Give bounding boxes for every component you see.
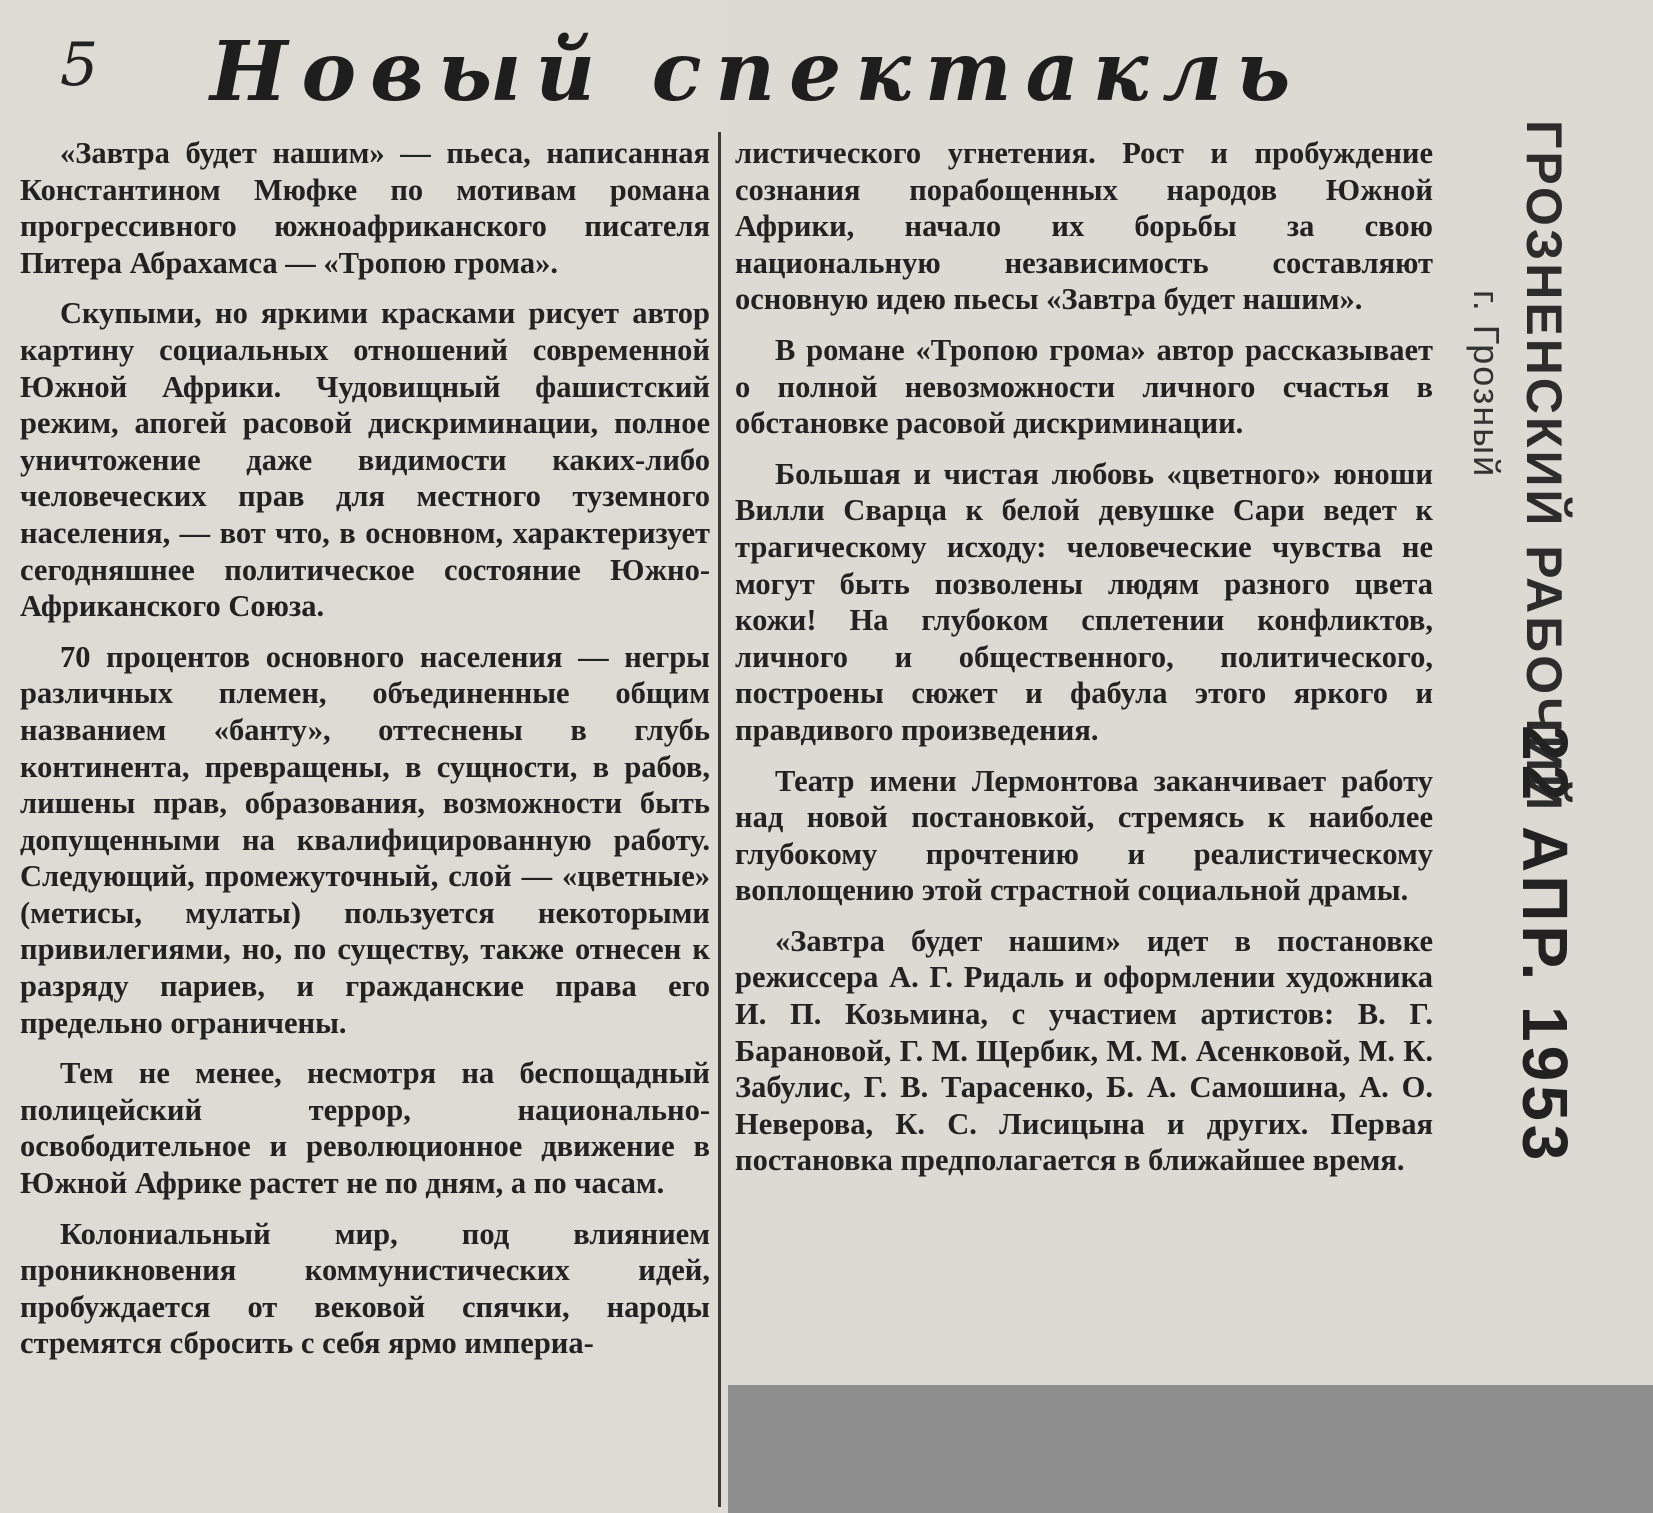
paragraph: Большая и чистая любовь «цветного» юноши Вилли Сварца к белой девушке Сари ведет к трагическому исходу: человеческие чувства не могут быть позволены людям разного цвета кожи! На глубоком сплетении конфликтов, личного и общественного, политического, построены сюжет и фабула этого яркого и правдивого произведения. [735,456,1433,747]
handwritten-page-mark: 5 [60,30,99,100]
paragraph: Тем не менее, несмотря на беспощадный полицейский террор, национально-освободительное и революционное движение в Южной Африке растет не по дням, а по часам. [20,1056,710,1201]
column-divider [718,132,721,1507]
article-headline [60,22,1305,122]
headline-text: Новый спектакль [210,24,1305,120]
paragraph: Колониальный мир, под влиянием проникновения коммунистических идей, пробуждается от вековой спячки, народы стремятся сбросить с себя ярмо империа- [20,1216,710,1361]
paragraph: 70 процентов основного населения — негры различных племен, объединенные общим названием «банту», оттеснены в глубь континента, превращены, в сущности, в рабов, лишены прав, образования, возможности быть допущенными на квалифицированную работу. Следующий, промежуточный, слой — «цветные» (метисы, мулаты) пользуется некоторыми привилегиями, но, по существу, также отнесен к разряду париев, и гражданские права его предельно ограничены. [20,639,710,1040]
paragraph: В романе «Тропою грома» автор рассказывает о полной невозможности личного счастья в обстановке расовой дискриминации. [735,332,1433,441]
paragraph: Театр имени Лермонтова заканчивает работу над новой постановкой, стремясь к наиболее глубокому прочтению и реалистическому воплощению этой страстной социальной драмы. [735,763,1433,908]
paragraph: Скупыми, но яркими красками рисует автор картину социальных отношений современной Южной Африки. Чудовищный фашистский режим, апогей расовой дискриминации, полное уничтожение даже видимости каких-либо человеческих прав для местного туземного населения, — вот что, в основном, характеризует сегодняшнее политическое состояние Южно-Африканского Союза. [20,296,710,624]
article-column-left [20,135,710,1362]
paragraph: листического угнетения. Рост и пробуждение сознания порабощенных народов Южной Африки, начало их борьбы за свою национальную независимость составляют основную идею пьесы «Завтра будет нашим». [735,136,1433,317]
newspaper-masthead: ГРОЗНЕНСКИЙ РАБОЧИЙ [1516,120,1572,814]
paragraph: «Завтра будет нашим» — пьеса, написанная Константином Мюфке по мотивам романа прогрессивного южноафриканского писателя Питера Абрахамса — «Тропою грома». [20,136,710,280]
mount-background [728,1385,1653,1513]
paragraph: «Завтра будет нашим» идет в постановке режиссера А. Г. Ридаль и оформлении художника И. П. Козьмина, с участием артистов: В. Г. Барановой, Г. М. Щербик, М. М. Асенковой, М. К. Забулис, Г. В. Тарасенко, Б. А. Самошина, А. О. Неверова, К. С. Лисицына и других. Первая постановка предполагается в ближайшее время. [735,923,1433,1178]
article-column-right [735,135,1433,1179]
date-stamp: 22 АПР. 1953 [1509,725,1581,1165]
newspaper-city: г. Грозный [1466,290,1507,479]
